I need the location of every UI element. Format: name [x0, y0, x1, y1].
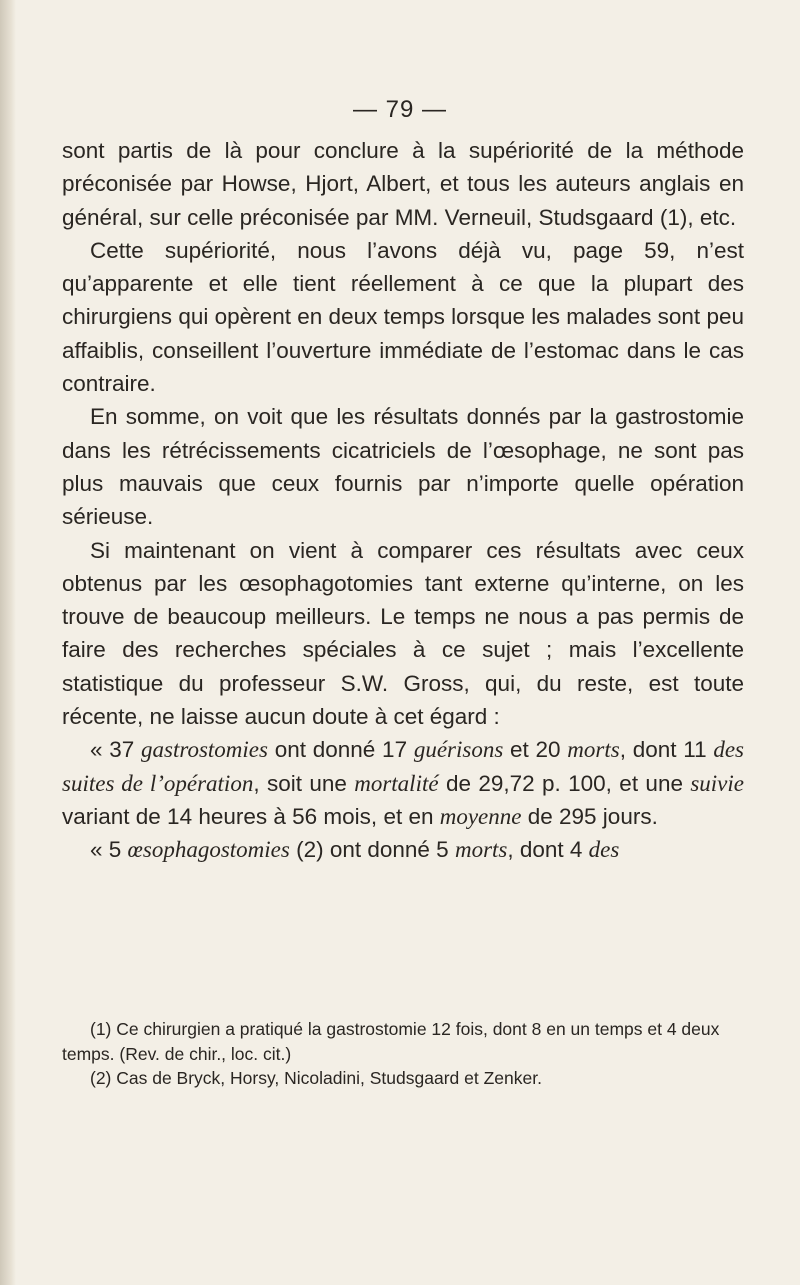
quote-italic: des [588, 837, 620, 863]
quote-text: et 20 [503, 737, 568, 763]
quote-italic: moyenne [439, 803, 522, 829]
body-text [62, 134, 744, 867]
footnotes [62, 1017, 752, 1091]
paragraph-3: En somme, on voit que les résultats donnés par la gastrostomie dans les rétrécissements cicatriciels de l’œsophage, ne sont pas plus mauvais que ceux fournis par n’importe quelle opération sérieuse. [62, 404, 744, 530]
quote-italic: mortalité [354, 770, 439, 796]
quote-text: « 37 [90, 737, 142, 763]
quote-text: « 5 [90, 837, 128, 863]
quote-italic: suivie [690, 770, 744, 796]
quote-text: variant de 14 heures à 56 mois, et en [62, 803, 440, 829]
quote-text: , soit une [253, 770, 355, 796]
paragraph-2: Cette supériorité, nous l’avons déjà vu, page 59, n’est qu’apparente et elle tient réellement à ce que la plupart des chirurgiens qui opèrent en deux temps lorsque les malades sont peu affaiblis, conseillent l’ouverture immédiate de l’estomac dans le cas contraire. [62, 237, 744, 397]
quote-text: de 295 jours. [521, 803, 658, 829]
quote-italic: guérisons [413, 737, 504, 763]
quote-text: de 29,72 p. 100, et une [438, 770, 691, 796]
quote-italic: morts [567, 737, 620, 763]
quote-text: , dont 11 [619, 737, 714, 763]
quote-italic: morts [454, 837, 508, 863]
quote-text: (2) ont donné 5 [289, 837, 455, 863]
quote-italic: œsophagostomies [127, 837, 290, 863]
page-number: — 79 — [352, 96, 448, 123]
paragraph-4: Si maintenant on vient à comparer ces résultats avec ceux obtenus par les œsophagotomies tant externe qu’interne, on les trouve de beaucoup meilleurs. Le temps ne nous a pas permis de faire des recherches spéciales à ce sujet ; mais l’excellente statistique du professeur S.W. Gross, qui, du reste, est toute récente, ne laisse aucun doute à cet égard : [62, 537, 744, 730]
quote-text: , dont 4 [507, 837, 589, 863]
footnote-1: (1) Ce chirurgien a pratiqué la gastrostomie 12 fois, dont 8 en un temps et 4 deux temps. (Rev. de chir., loc. cit.) [62, 1019, 720, 1064]
quote-italic: des suites de l’opération [62, 737, 744, 796]
page-gutter-shadow [0, 0, 16, 1285]
paragraph-1: sont partis de là pour conclure à la supériorité de la méthode préconisée par Howse, Hjort, Albert, et tous les auteurs anglais en général, sur celle préconisée par MM. Verneuil, Studsgaard (1), etc. [62, 138, 744, 230]
quote-italic: gastrostomies [141, 737, 268, 763]
quote-text: ont donné 17 [267, 737, 414, 763]
quote-oesophagostomies [62, 833, 744, 866]
quote-gastrostomies [62, 733, 744, 833]
footnote-2: (2) Cas de Bryck, Horsy, Nicoladini, Studsgaard et Zenker. [90, 1068, 542, 1088]
